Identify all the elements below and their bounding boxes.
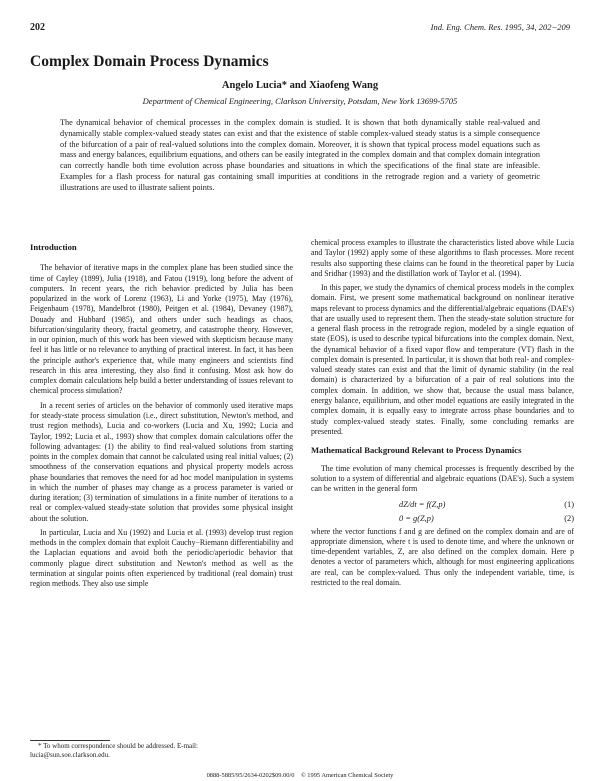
paragraph: chemical process examples to illustrate the characteristics listed above while Lucia and Taylor (1992) apply some of these algorithms to flash processes. More recent results also supporting these claims can be found in the theoretical paper by Lucia and Sridhar (1993) and the distillation work of Taylor et al. (1994). xyxy=(311,238,574,278)
paragraph: In a recent series of articles on the behavior of commonly used iterative maps for steady-state process simulation (i.e., direct substitution, Newton's method, and trust region methods), Lucia and co-workers (Lucia and Xu, 1992; Lucia and Taylor, 1992; Lucia et al., 1993) show that complex domain calculations offer the following advantages: (1) the ability to find real-valued solutions from starting points in the complex domain that cannot be calculated using real initial values; (2) smoothness of the conservation equations and physical property models across phase boundaries that removes the need for ad hoc model manipulation in systems in which the number of phases may change as a process parameter is varied or during iteration; (3) termination of simulations in a finite number of iterations to a real or complex-valued steady-state solution that provides some physical insight about the solution. xyxy=(30,400,293,523)
abstract: The dynamical behavior of chemical processes in the complex domain is studied. It is shown that both dynamically stable real-valued and dynamically stable complex-valued steady states can exist and that the existence of stable complex-valued steady status is a simple consequence of the bifurcation of a pair of real-valued solutions into the complex domain. Moreover, it is shown that typical process model equations such as mass and energy balances, equilibrium equations, and others can be easily integrated in the complex domain and that complex domain integration can correctly handle both time evolution across phase boundaries and situations in which the specifications of the final state are infeasible. Examples for a flash process for natural gas containing small impurities at conditions in the retrograde region and a variety of geometric illustrations are used to illustrate salient points. xyxy=(60,118,540,192)
footnote xyxy=(30,742,293,760)
left-column xyxy=(30,238,293,593)
affiliation: Department of Chemical Engineering, Clarkson University, Potsdam, New York 13699-5705 xyxy=(142,96,458,106)
equation-number: (1) xyxy=(564,499,574,509)
running-head: Ind. Eng. Chem. Res. 1995, 34, 202−209 xyxy=(430,22,570,32)
paper-title: Complex Domain Process Dynamics xyxy=(30,53,269,70)
section-heading-background: Mathematical Background Relevant to Process Dynamics xyxy=(311,445,522,456)
paragraph: The time evolution of many chemical processes is frequently described by the solution to a system of differential and algebraic equations (DAE's). Such a system can be written in the general form xyxy=(311,463,574,494)
footnote-line: * To whom correspondence should be addressed. E-mail: xyxy=(38,742,198,750)
equation-number: (2) xyxy=(564,513,574,523)
equation-expr: dZ/dt = f(Z,p) xyxy=(399,499,446,509)
copyright-line: 0888-5885/95/2634-0202$09.00/0 © 1995 American Chemical Society xyxy=(206,772,394,779)
paragraph: In particular, Lucia and Xu (1992) and Lucia et al. (1993) develop trust region methods in the complex domain that exploit Cauchy−Riemann differentiability and the Laplacian equations and avoid both the periodic/aperiodic behavior that commonly plague direct substitution and Newton's method as well as the termination at singular points often experienced by traditional (real domain) trust region methods. They also use simple xyxy=(30,527,293,589)
paragraph: where the vector functions f and g are defined on the complex domain and are of appropriate dimension, where t is used to denote time, and where the unknown or time-dependent variables, Z, are also defined on the complex domain. Here p denotes a vector of parameters which, although for most engineering applications are real, can be complex-valued. Thus only the independent variable, time, is restricted to the real domain. xyxy=(311,526,574,587)
right-column xyxy=(311,238,574,592)
footnote-rule xyxy=(30,740,110,741)
page-number: 202 xyxy=(30,22,45,33)
footnote-email: lucia@sun.soe.clarkson.edu. xyxy=(30,750,110,759)
equation-1 xyxy=(311,499,574,510)
paragraph: The behavior of iterative maps in the complex plane has been studied since the time of Cayley (1899), Julia (1918), and Fatou (1919), long before the advent of computers. In recent years, the rich behavior predicted by Julia has been popularized in the work of Lorenz (1963), Li and Yorke (1975), May (1976), Feigenbaum (1978), Mandelbrot (1980), Peitgen et al. (1984), Devaney (1987), Douady and Hubbard (1985), and others under such headings as chaos, bifurcation/singularity theory, fractal geometry, and catastrophe theory. However, in our opinion, much of this work has been viewed with skepticism because many feel it has little or no relevance to anything of practical interest. In fact, it has been the principle author's experience that, while many engineers and scientists find research in this area interesting, they also find it confusing. Most ask how do complex domain calculations help build a better understanding of issues relevant to chemical process simulation? xyxy=(30,263,293,396)
paragraph: In this paper, we study the dynamics of chemical process models in the complex domain. First, we present some mathematical background on nonlinear iterative maps relevant to process dynamics and the differential/algebraic equations (DAE's) that are usually used to represent them. Then the steady-state solution structure for a general flash process in the retrograde region, modeled by a single equation of state (EOS), is used to describe typical bifurcations into the complex domain. Next, the dynamical behavior of a fixed vapor flow and temperature (VT) flash in the complex domain is presented. In particular, it is shown that both real- and complex-valued steady states can exist and that the limit of dynamic stability (in the real domain) is characterized by a bifurcation of a pair of real solutions into the complex domain. In addition, we show that, because the usual mass balance, energy balance, equilibrium, and other model equations are easily integrated in the complex domain, it is equally easy to integrate across phase boundaries and to study complex-valued steady states. Finally, some concluding remarks are presented. xyxy=(311,283,574,436)
authors: Angelo Lucia* and Xiaofeng Wang xyxy=(221,80,379,91)
equation-2 xyxy=(311,513,574,524)
section-heading-introduction: Introduction xyxy=(30,242,77,252)
equation-expr: 0 = g(Z,p) xyxy=(399,513,434,523)
